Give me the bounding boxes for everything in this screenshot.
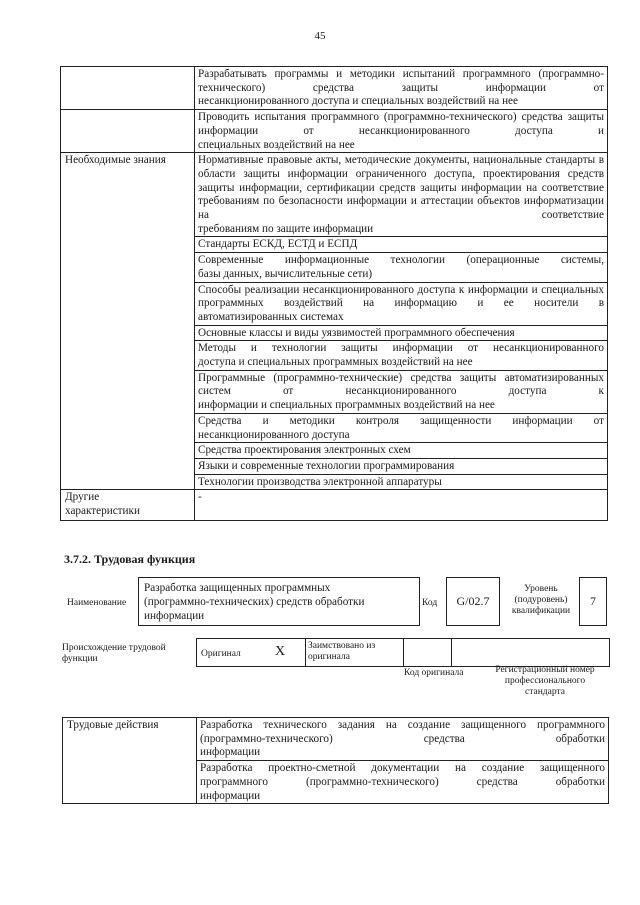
table-row [63, 718, 609, 761]
code-label: Код [422, 598, 438, 608]
origin-row [196, 638, 610, 667]
knowledge-item: Стандарты ЕСКД, ЕСТД и ЕСПД [195, 237, 608, 253]
table-row [61, 490, 608, 521]
knowledge-label: Необходимые знания [61, 153, 195, 490]
knowledge-item: Способы реализации несанкционированного доступа к информации и специальных программных воздействий на информацию и ее носители в автоматизированных системах [195, 282, 608, 325]
origin-label: Происхождение трудовой функции [62, 643, 166, 664]
reg-number-label: Регистрационный номер профессионального стандарта [495, 665, 595, 697]
skill-item: Проводить испытания программного (программно-технического) средства защиты информации от несанкционированного доступа и специальных воздействий на нее [195, 110, 608, 153]
page-number: 45 [314, 30, 326, 42]
table-row [61, 67, 608, 110]
knowledge-item: Современные информационные технологии (операционные системы, базы данных, вычислительные сети) [195, 253, 608, 282]
knowledge-item: Технологии производства электронной аппаратуры [195, 474, 608, 490]
function-name-box: Разработка защищенных программных (программно-технических) средств обработки информации [138, 577, 420, 626]
table-row [61, 110, 608, 153]
knowledge-item: Средства и методики контроля защищенности информации от несанкционированного доступа [195, 413, 608, 442]
borrowed-label: Заимствовано из оригинала [308, 641, 376, 662]
knowledge-item: Языки и современные технологии программирования [195, 458, 608, 474]
original-label: Оригинал [201, 649, 241, 659]
code-box: G/02.7 [446, 577, 500, 626]
section-title: 3.7.2. Трудовая функция [64, 552, 196, 566]
other-characteristics-label: Другие характеристики [61, 490, 195, 521]
labor-action-item: Разработка проектно-сметной документации на создание защищенного программного (программно-технического) средства обработки информации [197, 761, 609, 804]
table-row [61, 153, 608, 237]
empty-label-cell [61, 67, 195, 110]
original-code-label: Код оригинала [404, 668, 464, 678]
requirements-table [60, 66, 608, 521]
knowledge-item: Методы и технологии защиты информации от несанкционированного доступа и специальных программных воздействий на нее [195, 341, 608, 370]
labor-actions-table [62, 717, 609, 804]
name-label: Наименование [67, 598, 127, 608]
labor-actions-label: Трудовые действия [63, 718, 197, 804]
knowledge-item: Основные классы и виды уязвимостей программного обеспечения [195, 325, 608, 341]
labor-action-item: Разработка технического задания на создание защищенного программного (программно-технического) средства обработки информации [197, 718, 609, 761]
knowledge-item: Средства проектирования электронных схем [195, 443, 608, 459]
knowledge-item: Нормативные правовые акты, методические документы, национальные стандарты в области защиты информации ограниченного доступа, проектирования средств защиты информации, сертификации средств защиты информации на соответствие требованиям по безопасности информации и аттестации объектов информатизации на соответствие требованиям по защите информации [195, 153, 608, 237]
skill-item: Разрабатывать программы и методики испытаний программного (программно-технического) средства защиты информации от несанкционированного доступа и специальных воздействий на нее [195, 67, 608, 110]
other-characteristics-value: - [195, 490, 608, 521]
level-label: Уровень (подуровень) квалификации [511, 584, 571, 616]
level-box: 7 [579, 577, 607, 626]
empty-label-cell [61, 110, 195, 153]
original-mark: X [275, 644, 286, 659]
knowledge-item: Программные (программно-технические) средства защиты автоматизированных систем от несанкционированного доступа к информации и специальных программных воздействий на нее [195, 370, 608, 413]
